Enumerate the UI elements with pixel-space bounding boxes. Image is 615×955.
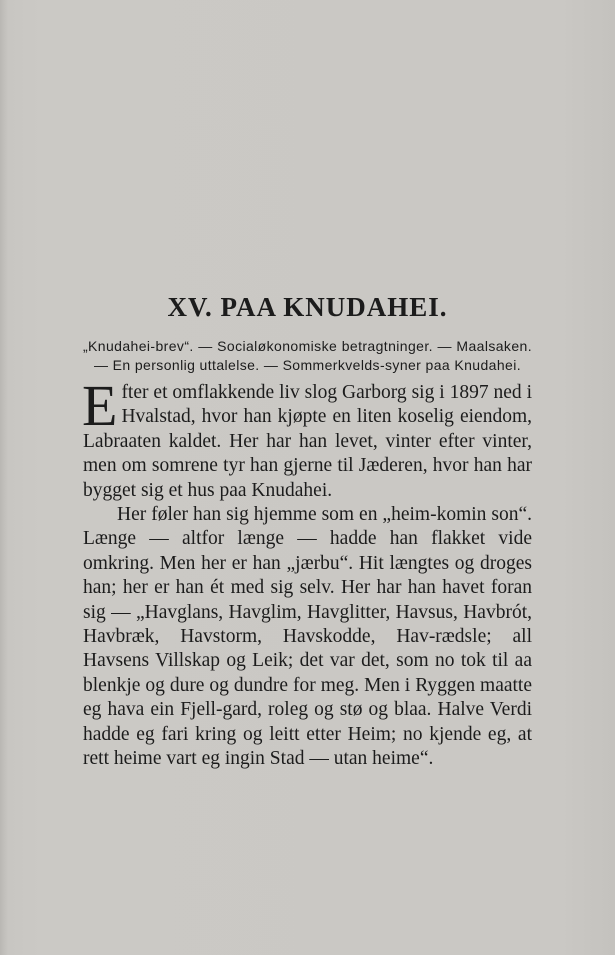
paragraph-first-text: fter et omflakkende liv slog Garborg sig i 1897 ned i Hvalstad, hvor han kjøpte en liten koselig eiendom, Labraaten kaldet. Her har han levet, vinter efter vinter, men om somrene tyr han gjerne til Jæderen, hvor han har bygget sig et hus paa Knudahei. — [83, 382, 532, 501]
paragraph-second: Her føler han sig hjemme som en „heim-komin son“. Længe — altfor længe — hadde han flakket vide omkring. Men her er han „jærbu“. Hit længtes og droges han; her er han ét med sig selv. Her har han havet foran sig — „Havglans, Havglim, Havglitter, Havsus, Havbrót, Havbræk, Havstorm, Havskodde, Hav-rædsle; all Havsens Villskap og Leik; det var det, som no tok til aa blenkje og dure og dundre for meg. Men i Ryggen maatte eg hava ein Fjell-gard, roleg og stø og blaa. Halve Verdi hadde eg fari kring og leitt etter Heim; no kjende eg, at rett heime vart eg ingin Stad — utan heime“. — [83, 504, 532, 770]
paragraph-first — [82, 373, 532, 503]
drop-cap: E — [82, 373, 118, 438]
page-content — [83, 290, 532, 772]
body-text — [82, 373, 532, 772]
chapter-summary: „Knudahei-brev“. — Socialøkonomiske betragtninger. — Maalsaken. — En personlig uttalelse. — Sommerkvelds-syner paa Knudahei. — [83, 338, 532, 373]
chapter-title: XV. PAA KNUDAHEI. — [167, 292, 448, 322]
